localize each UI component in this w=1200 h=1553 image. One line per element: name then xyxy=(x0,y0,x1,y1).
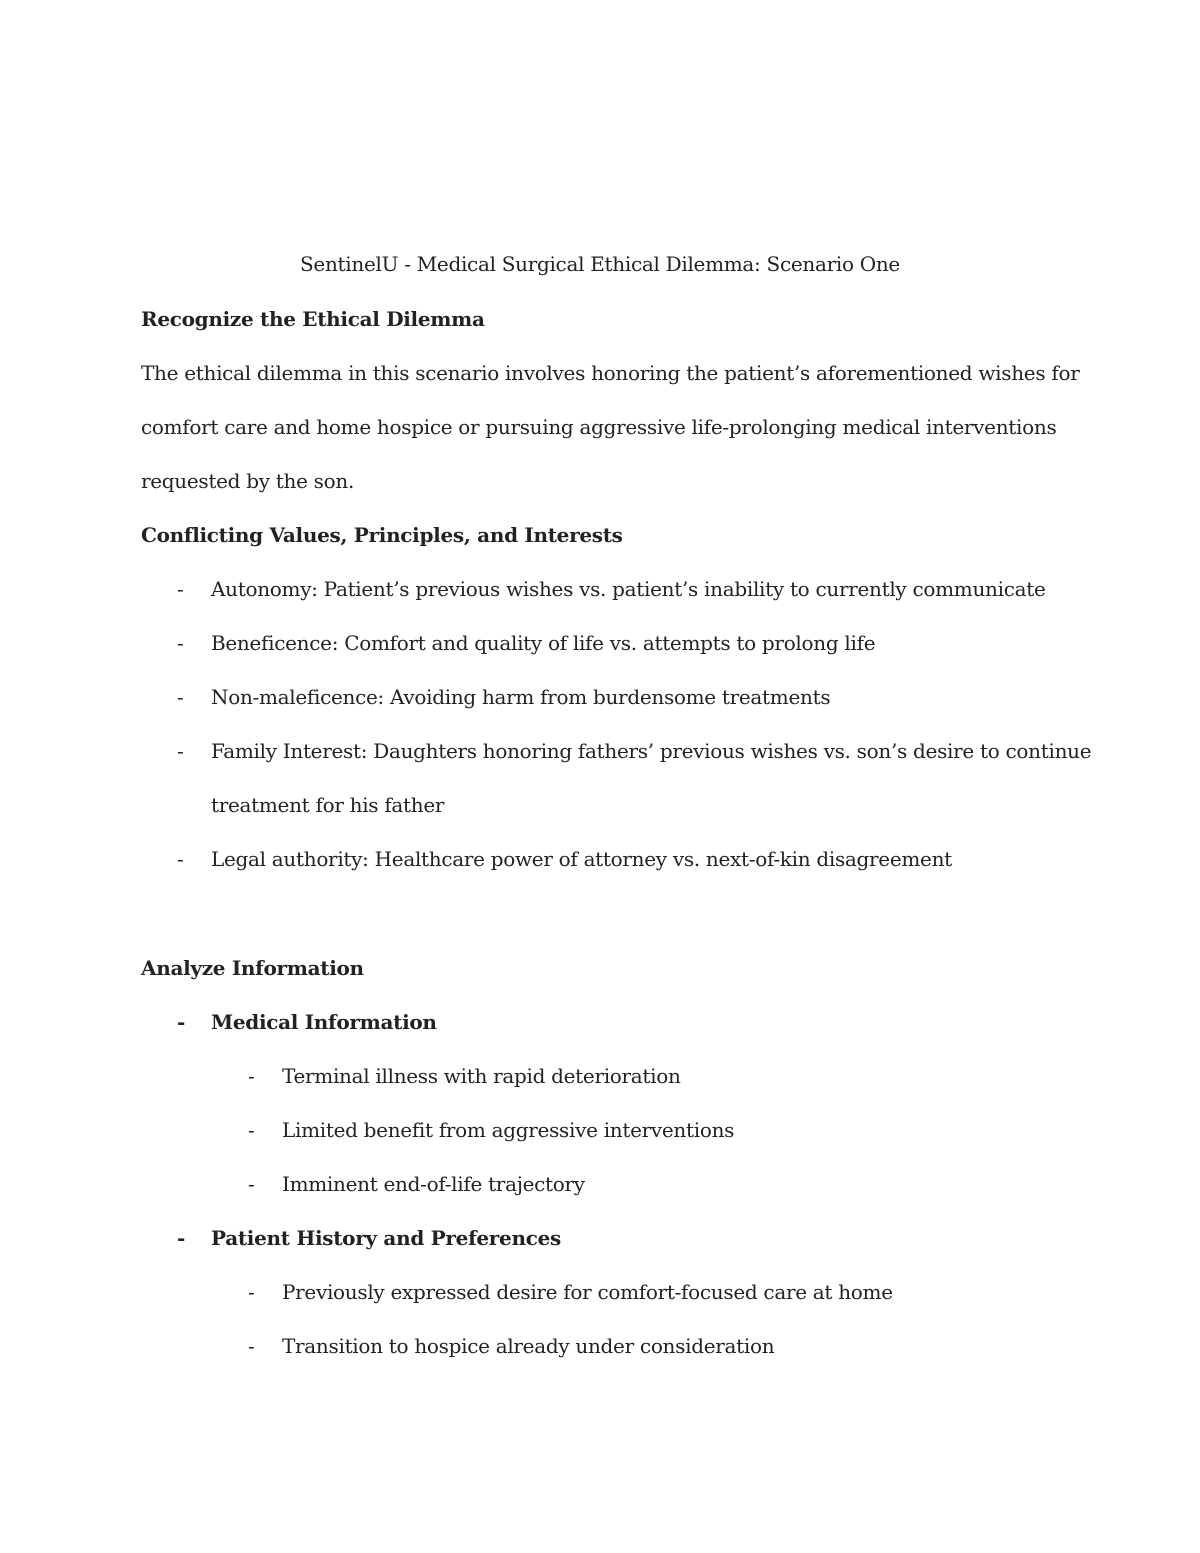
bullet-dash: - xyxy=(248,1118,255,1142)
bullet-dash: - xyxy=(248,1172,255,1196)
bullet-dash: - xyxy=(177,685,184,709)
bullet-dash: - xyxy=(177,631,184,655)
bullet-dash: - xyxy=(248,1334,255,1358)
bullet-dash: - xyxy=(177,1226,186,1250)
list-item-continuation: treatment for his father xyxy=(211,793,445,817)
list-item: Transition to hospice already under consideration xyxy=(282,1334,775,1358)
heading-conflicting: Conflicting Values, Principles, and Interests xyxy=(141,523,623,547)
list-item: Legal authority: Healthcare power of attorney vs. next-of-kin disagreement xyxy=(211,847,952,871)
list-item: Imminent end-of-life trajectory xyxy=(282,1172,585,1196)
paragraph-line: comfort care and home hospice or pursuing aggressive life-prolonging medical interventions xyxy=(141,415,1057,439)
paragraph-line: The ethical dilemma in this scenario involves honoring the patient’s aforementioned wishes for xyxy=(141,361,1080,385)
bullet-dash: - xyxy=(177,739,184,763)
list-item: Terminal illness with rapid deterioration xyxy=(282,1064,681,1088)
bullet-dash: - xyxy=(248,1280,255,1304)
list-item: Non-maleficence: Avoiding harm from burdensome treatments xyxy=(211,685,831,709)
subheading-medical-information: Medical Information xyxy=(211,1010,437,1034)
list-item: Limited benefit from aggressive interventions xyxy=(282,1118,735,1142)
heading-recognize: Recognize the Ethical Dilemma xyxy=(141,307,485,331)
list-item: Family Interest: Daughters honoring fathers’ previous wishes vs. son’s desire to continue xyxy=(211,739,1092,763)
heading-analyze: Analyze Information xyxy=(141,956,364,980)
list-item: Previously expressed desire for comfort-focused care at home xyxy=(282,1280,893,1304)
document-title: SentinelU - Medical Surgical Ethical Dilemma: Scenario One xyxy=(300,252,900,276)
list-item: Autonomy: Patient’s previous wishes vs. patient’s inability to currently communicate xyxy=(211,577,1046,601)
bullet-dash: - xyxy=(177,847,184,871)
subheading-patient-history: Patient History and Preferences xyxy=(211,1226,561,1250)
bullet-dash: - xyxy=(248,1064,255,1088)
list-item: Beneficence: Comfort and quality of life vs. attempts to prolong life xyxy=(211,631,876,655)
bullet-dash: - xyxy=(177,1010,186,1034)
paragraph-line: requested by the son. xyxy=(141,469,355,493)
bullet-dash: - xyxy=(177,577,184,601)
